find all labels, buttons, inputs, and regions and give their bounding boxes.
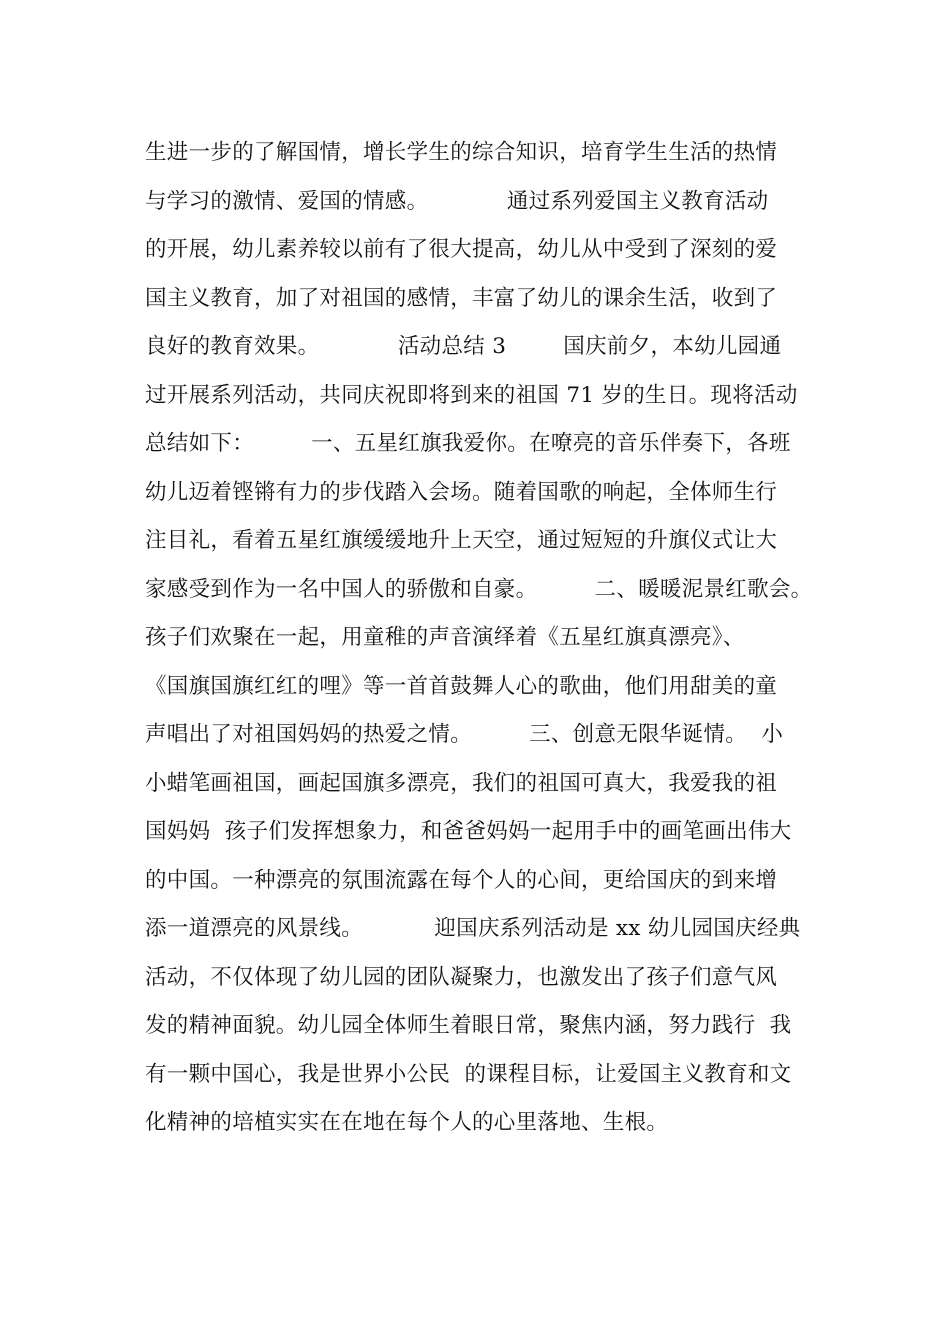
text-line: 孩子们欢聚在一起，用童稚的声音演绎着《五星红旗真漂亮》、 [145,625,745,650]
text-line: 国妈妈 孩子们发挥想象力，和爸爸妈妈一起用手中的画笔画出伟大 [145,819,792,844]
text-line: 小蜡笔画祖国，画起国旗多漂亮，我们的祖国可真大，我爱我的祖 [145,770,778,796]
text-line: 家感受到作为一名中国人的骄傲和自豪。 二、暖暖泥景红歌会。 [145,576,813,602]
body-text [145,131,835,1150]
text-line: 有一颗中国心，我是世界小公民 的课程目标，让爱国主义教育和文 [145,1061,792,1087]
text-line: 注目礼，看着五星红旗缓缓地升上天空，通过短短的升旗仪式让大 [145,528,778,553]
text-line: 良好的教育效果。 活动总结 3 国庆前夕，本幼儿园通 [145,334,782,359]
text-line: 化精神的培植实实在在地在每个人的心里落地、生根。 [145,1110,669,1135]
text-line: 的开展，幼儿素养较以前有了很大提高，幼儿从中受到了深刻的爱 [145,237,778,262]
text-line: 总结如下： 一、五星红旗我爱你。在嘹亮的音乐伴奏下，各班 [145,431,791,456]
text-line: 幼儿迈着铿锵有力的步伐踏入会场。随着国歌的响起，全体师生行 [145,479,778,505]
text-line: 添一道漂亮的风景线。 迎国庆系列活动是 xx 幼儿园国庆经典 [145,916,801,941]
text-line: 发的精神面貌。幼儿园全体师生着眼日常，聚焦内涵，努力践行 我 [145,1013,792,1038]
text-line: 过开展系列活动，共同庆祝即将到来的祖国 71 岁的生日。现将活动 [145,382,798,408]
text-line: 的中国。一种漂亮的氛围流露在每个人的心间，更给国庆的到来增 [145,867,778,893]
text-line: 《国旗国旗红红的哩》等一首首鼓舞人心的歌曲，他们用甜美的童 [145,673,778,699]
text-line: 与学习的激情、爱国的情感。 通过系列爱国主义教育活动 [145,188,769,214]
text-line: 生进一步的了解国情，增长学生的综合知识，培育学生生活的热情 [145,140,778,165]
text-line: 声唱出了对祖国妈妈的热爱之情。 三、创意无限华诞情。 小 [145,722,784,747]
text-line: 活动，不仅体现了幼儿园的团队凝聚力，也激发出了孩子们意气风 [145,964,778,990]
text-line: 国主义教育，加了对祖国的感情，丰富了幼儿的课余生活，收到了 [145,285,778,311]
